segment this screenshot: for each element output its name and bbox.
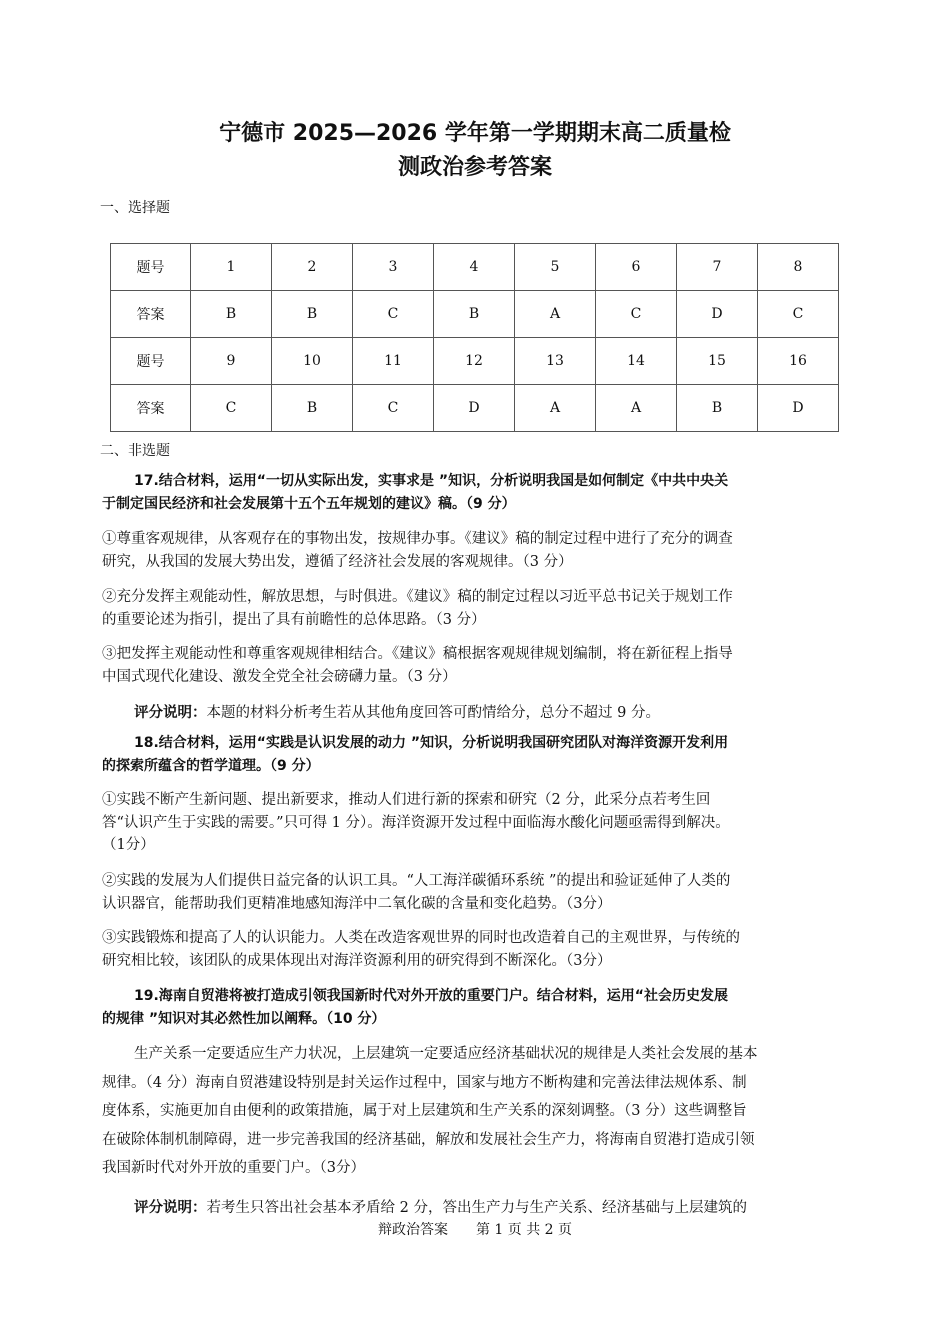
table-cell: 3	[353, 244, 434, 291]
table-cell: 1	[191, 244, 272, 291]
line: ①实践不断产生新问题、提出新要求，推动人们进行新的探索和研究（2 分，此采分点若考生回	[102, 792, 711, 808]
row-label: 题号	[111, 338, 191, 385]
line: ③实践锻炼和提高了人的认识能力。人类在改造客观世界的同时也改造着自己的主观世界，与传统的	[102, 930, 740, 946]
table-cell: C	[353, 291, 434, 338]
line: 19.海南自贸港将被打造成引领我国新时代对外开放的重要门户。结合材料，运用“社会历史发展	[134, 988, 728, 1004]
table-row	[111, 338, 839, 385]
line: （1分）	[102, 837, 155, 853]
table-cell: A	[596, 385, 677, 432]
table-cell: 13	[515, 338, 596, 385]
line: 18.结合材料，运用“实践是认识发展的动力 ”知识，分析说明我国研究团队对海洋资源开发利用	[134, 735, 729, 751]
table-cell: 5	[515, 244, 596, 291]
line: 研究，从我国的发展大势出发，遵循了经济社会发展的客观规律。（3 分）	[102, 554, 573, 570]
table-cell: B	[272, 385, 353, 432]
table-cell: A	[515, 291, 596, 338]
table-cell: 9	[191, 338, 272, 385]
line: 中国式现代化建设、激发全党全社会磅礴力量。（3 分）	[102, 669, 457, 685]
table-cell: C	[758, 291, 839, 338]
table-cell: 4	[434, 244, 515, 291]
q19-grading-note	[134, 1196, 879, 1217]
table-cell: B	[677, 385, 758, 432]
page-footer: 辩政治答案 第 1 页 共 2 页	[377, 1222, 573, 1238]
line: 17.结合材料，运用“一切从实际出发，实事求是 ”知识，分析说明我国是如何制定《中共中央关	[134, 473, 729, 489]
line: 的重要论述为指引，提出了具有前瞻性的总体思路。（3 分）	[102, 612, 486, 628]
doc-title-line1: 宁德市 2025—2026 学年第一学期期末高二质量检	[219, 121, 731, 146]
note-label: 评分说明：	[134, 705, 207, 721]
line: 在破除体制机制障碍，进一步完善我国的经济基础，解放和发展社会生产力，将海南自贸港打造成引领	[102, 1131, 755, 1148]
line: 的规律 ”知识对其必然性加以阐释。（10 分）	[102, 1011, 386, 1027]
q19-question	[102, 985, 847, 1031]
q18-answer-2	[102, 870, 847, 916]
line: ②实践的发展为人们提供日益完备的认识工具。“人工海洋碳循环系统 ”的提出和验证延伸了人类的	[102, 873, 731, 889]
row-label: 答案	[111, 291, 191, 338]
line: 研究相比较，该团队的成果体现出对海洋资源利用的研究得到不断深化。（3分）	[102, 953, 612, 969]
section-heading-choice: 一、选择题	[100, 200, 170, 216]
table-cell: D	[677, 291, 758, 338]
note-text: 本题的材料分析考生若从其他角度回答可酌情给分，总分不超过 9 分。	[206, 705, 660, 721]
table-row	[111, 244, 839, 291]
line: 认识器官，能帮助我们更精准地感知海洋中二氧化碳的含量和变化趋势。（3分）	[102, 896, 612, 912]
table-cell: 11	[353, 338, 434, 385]
table-row	[111, 385, 839, 432]
table-cell: 8	[758, 244, 839, 291]
line: 度体系，实施更加自由便利的政策措施，属于对上层建筑和生产关系的深刻调整。（3 分）这些调整旨	[102, 1103, 747, 1119]
line: ③把发挥主观能动性和尊重客观规律相结合。《建议》稿根据客观规律规划编制，将在新征程上指导	[102, 646, 733, 662]
note-text: 若考生只答出社会基本矛盾给 2 分，答出生产力与生产关系、经济基础与上层建筑的	[206, 1200, 747, 1216]
table-row	[111, 291, 839, 338]
q17-answer-2	[102, 586, 847, 632]
q18-question	[102, 732, 847, 778]
line: 生产关系一定要适应生产力状况，上层建筑一定要适应经济基础状况的规律是人类社会发展的基本	[134, 1046, 758, 1062]
line: 我国新时代对外开放的重要门户。（3分）	[102, 1160, 365, 1176]
line: 规律。（4 分）海南自贸港建设特别是封关运作过程中，国家与地方不断构建和完善法律法规体系、制	[102, 1074, 747, 1091]
table-cell: 2	[272, 244, 353, 291]
line: 答“认识产生于实践的需要。”只可得 1 分）。海洋资源开发过程中面临海水酸化问题亟需得到解决。	[102, 814, 730, 831]
table-cell: 16	[758, 338, 839, 385]
table-cell: B	[434, 291, 515, 338]
q19-answer	[102, 1040, 847, 1183]
q18-answer-1	[102, 789, 847, 857]
line: ②充分发挥主观能动性，解放思想，与时俱进。《建议》稿的制定过程以习近平总书记关于规划工作	[102, 589, 733, 605]
table-cell: D	[434, 385, 515, 432]
table-cell: B	[191, 291, 272, 338]
table-cell: C	[596, 291, 677, 338]
row-label: 题号	[111, 244, 191, 291]
line: 于制定国民经济和社会发展第十五个五年规划的建议》稿。（9 分）	[102, 496, 516, 512]
section-heading-nonchoice: 二、非选题	[100, 443, 170, 459]
table-cell: 7	[677, 244, 758, 291]
table-cell: B	[272, 291, 353, 338]
table-cell: 6	[596, 244, 677, 291]
table-cell: 15	[677, 338, 758, 385]
q17-answer-1	[102, 528, 847, 574]
table-cell: C	[353, 385, 434, 432]
line: 的探索所蕴含的哲学道理。（9 分）	[102, 758, 320, 774]
table-cell: 10	[272, 338, 353, 385]
table-cell: A	[515, 385, 596, 432]
q18-answer-3	[102, 927, 847, 973]
q17-answer-3	[102, 643, 847, 689]
note-label: 评分说明：	[134, 1200, 207, 1216]
table-cell: 12	[434, 338, 515, 385]
answer-table	[110, 243, 839, 432]
table-cell: D	[758, 385, 839, 432]
row-label: 答案	[111, 385, 191, 432]
q17-grading-note	[134, 701, 879, 722]
line: ①尊重客观规律，从客观存在的事物出发，按规律办事。《建议》稿的制定过程中进行了充分的调查	[102, 531, 733, 547]
doc-title-line2: 测政治参考答案	[397, 155, 552, 180]
q17-question	[102, 470, 879, 516]
table-cell: 14	[596, 338, 677, 385]
table-cell: C	[191, 385, 272, 432]
